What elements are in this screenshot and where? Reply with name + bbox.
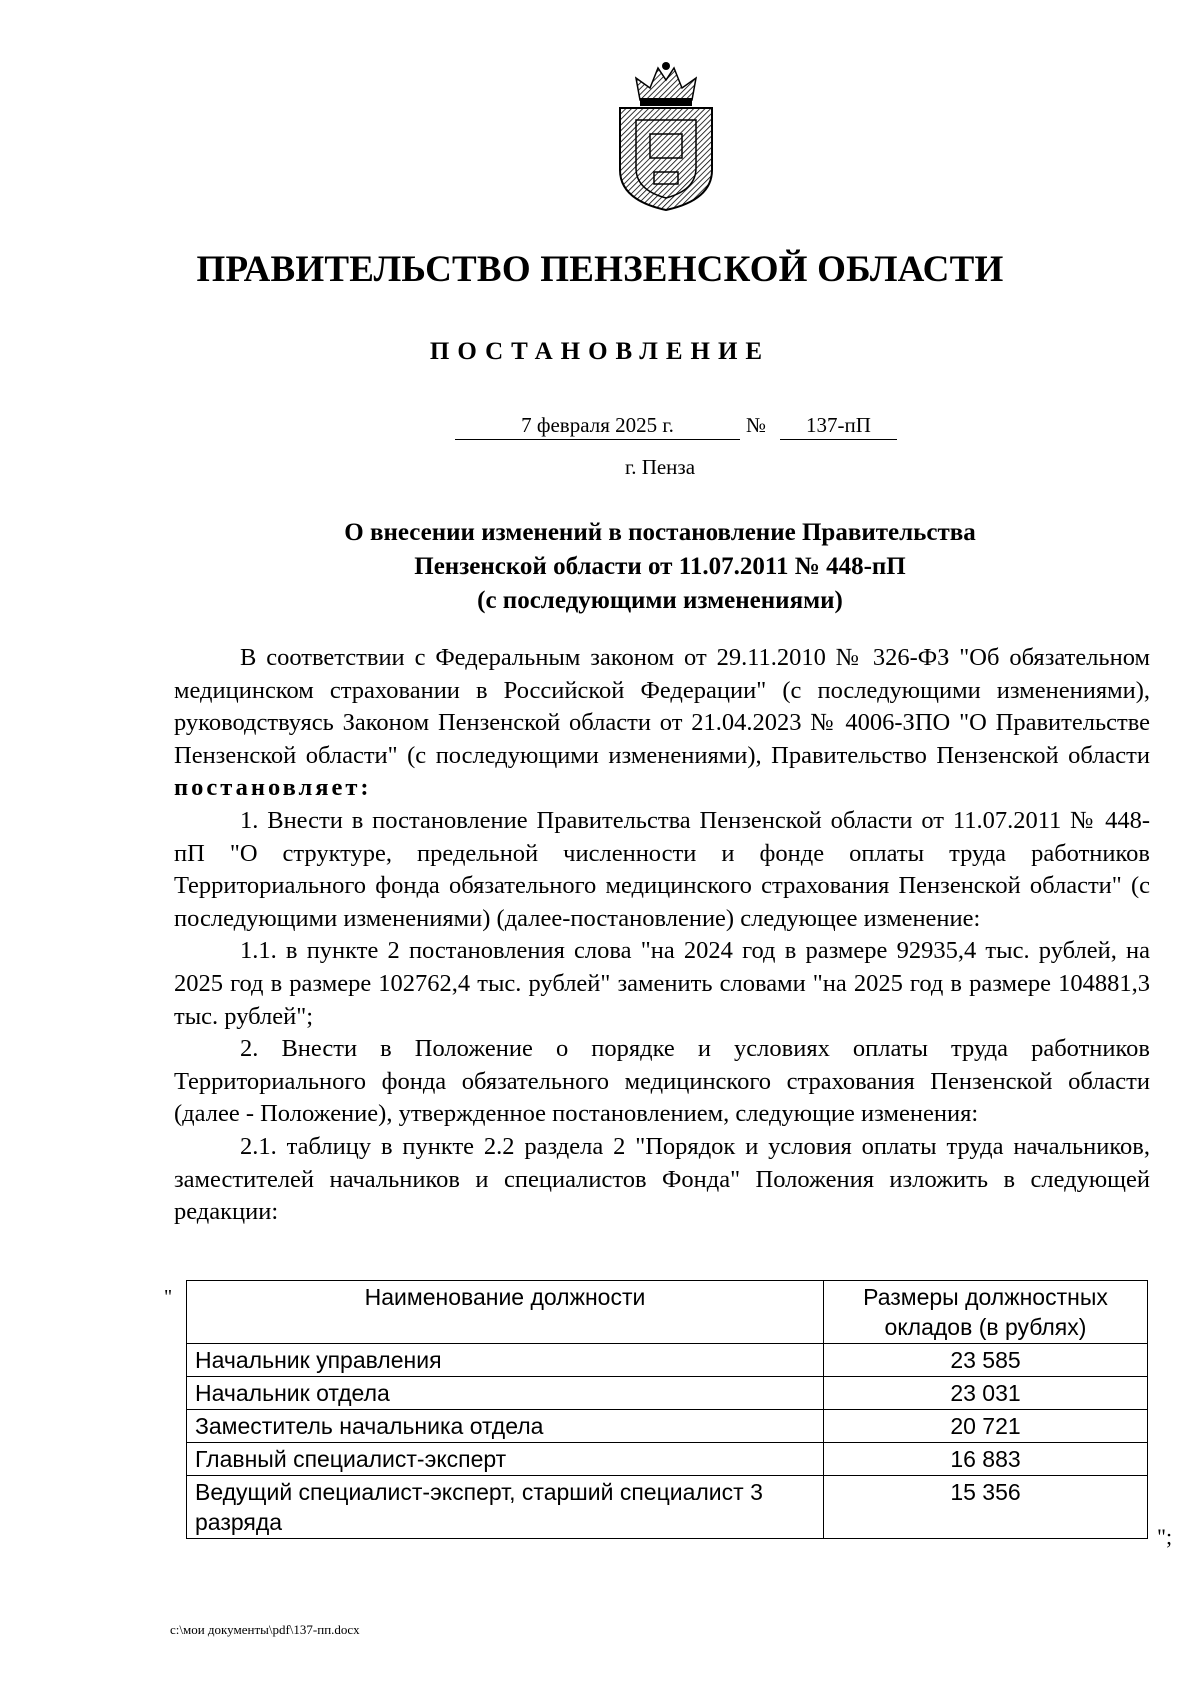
document-heading xyxy=(0,516,1200,618)
date-number-line xyxy=(455,413,897,445)
coat-of-arms-icon xyxy=(606,60,726,212)
table-row xyxy=(187,1476,1148,1539)
salary-value: 20 721 xyxy=(824,1410,1148,1443)
paragraph-1-1: 1.1. в пункте 2 постановления слова "на 2024 год в размере 92935,4 тыс. рублей, на 2025 год в размере 102762,4 тыс. рублей" заменить словами "на 2025 год в размере 104881,3 тыс. рублей"; xyxy=(174,937,1150,1030)
position-name: Ведущий специалист-эксперт, старший специалист 3 разряда xyxy=(187,1476,824,1539)
number-sign: № xyxy=(746,413,767,437)
heading-line-3: (с последующими изменениями) xyxy=(477,587,843,614)
table-header-row xyxy=(187,1281,1148,1344)
table-row xyxy=(187,1443,1148,1476)
table-quote-open: " xyxy=(164,1286,173,1308)
table-row xyxy=(187,1377,1148,1410)
header-position: Наименование должности xyxy=(187,1281,824,1344)
paragraph-2: 2. Внести в Положение о порядке и условиях оплаты труда работников Территориального фонда обязательного медицинского страхования Пензенской области (далее - Положение), утвержденное постановлением, следующие изменения: xyxy=(174,1035,1150,1128)
salary-table xyxy=(186,1280,1148,1539)
preamble-text: В соответствии с Федеральным законом от 29.11.2010 № 326-ФЗ "Об обязательном медицинском страховании в Российской Федерации" (с последующими изменениями), руководствуясь Законом Пензенской области от 21.04.2023 № 4006-ЗПО "О Правительстве Пензенской области" (с последующими изменениями), Правительство Пензенской области xyxy=(174,644,1150,769)
table-row xyxy=(187,1344,1148,1377)
position-name: Начальник управления xyxy=(187,1344,824,1377)
table-quote-close: "; xyxy=(1157,1524,1173,1549)
salary-value: 16 883 xyxy=(824,1443,1148,1476)
header-salary: Размеры должностных окладов (в рублях) xyxy=(824,1281,1148,1344)
city: г. Пенза xyxy=(624,455,696,479)
salary-value: 23 031 xyxy=(824,1377,1148,1410)
document-number: 137-пП xyxy=(780,413,897,440)
heading-line-2: Пензенской области от 11.07.2011 № 448-пП xyxy=(414,553,906,580)
paragraph-2-1: 2.1. таблицу в пункте 2.2 раздела 2 "Порядок и условия оплаты труда начальников, заместителей начальников и специалистов Фонда" Положения изложить в следующей редакции: xyxy=(174,1132,1150,1226)
salary-value: 23 585 xyxy=(824,1344,1148,1377)
position-name: Начальник отдела xyxy=(187,1377,824,1410)
position-name: Заместитель начальника отдела xyxy=(187,1410,824,1443)
salary-value: 15 356 xyxy=(824,1476,1148,1539)
heading-line-1: О внесении изменений в постановление Правительства xyxy=(344,519,976,546)
table-row xyxy=(187,1410,1148,1443)
position-name: Главный специалист-эксперт xyxy=(187,1443,824,1476)
file-path-footer: c:\мои документы\pdf\137-пп.docx xyxy=(170,1622,360,1637)
document-body xyxy=(174,642,1150,1229)
document-type: ПОСТАНОВЛЕНИЕ xyxy=(429,338,771,365)
document-date: 7 февраля 2025 г. xyxy=(455,413,740,440)
paragraph-1: 1. Внести в постановление Правительства Пензенской области от 11.07.2011 № 448-пП "О структуре, предельной численности и фонде оплаты труда работников Территориального фонда обязательного медицинского страхования Пензенской области" (с последующими изменениями) (далее-постановление) следующее изменение: xyxy=(174,806,1150,932)
government-title: ПРАВИТЕЛЬСТВО ПЕНЗЕНСКОЙ ОБЛАСТИ xyxy=(196,249,1004,290)
decree-word: постановляет: xyxy=(174,774,372,802)
paragraph-preamble xyxy=(174,642,1150,805)
